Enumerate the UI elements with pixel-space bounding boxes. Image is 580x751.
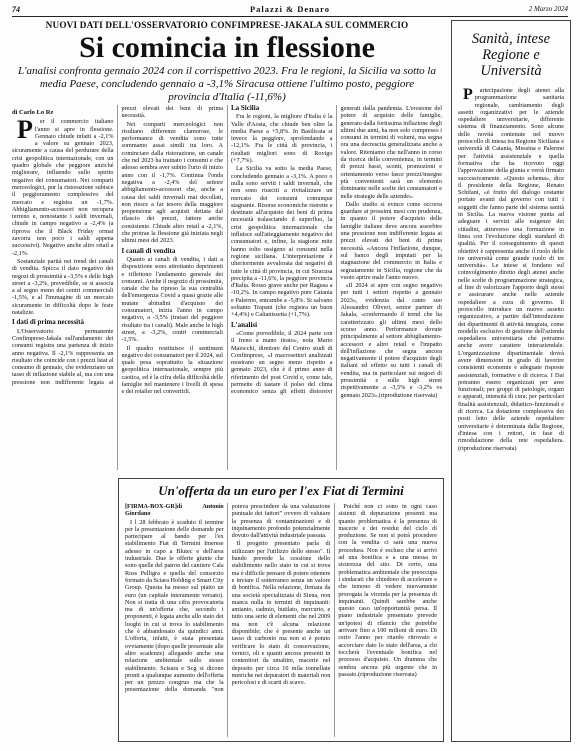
box-headline: Un'offerta da un euro per l'ex Fiat di Termini — [158, 483, 404, 498]
issue-date: 2 Marzo 2024 — [528, 5, 568, 13]
paragraph: P artecipazione degli atenei alla programmazione sanitaria regionale, cambiamento degli assetti organizzativi per le aziende ospedaliere universitarie, differente sistema di finanziamento. Sono alcune delle novità contenute nel nuovo protocollo di intesa tra Regione Siciliana e università di Catania, Messina e Palermo per l'attività assistenziale e quella formativa che ha ricevuto oggi l'approvazione della giunta e verrà firmato successivamente. «Questo schema», dice il presidente della Regione, Renato Schifani, «è frutto del dialogo costante portato avanti dal governo con tutti i soggetti che fanno parte del sistema sanità in Sicilia. La nuova visione punta ad adeguare i servizi alle esigenze dei cittadini, attraverso una formazione in linea con l'evoluzione degli standard di qualità. Per il conseguimento di questi obiettivi è rappresenta anche il ruolo delle tre università come grande ruolo di tre università». Le intese si fondano sul coinvolgimento diretto degli atenei anche nelle scelte di programmazione strategica, al fine di valorizzare l'apporto degli stessi e assicurare anche nelle aziende ospedaliere a cura di governo. Il protocollo introduce un nuovo assetto organizzativo, a partire dall'introduzione dei dipartimenti di attività integrata, come modello esclusivo di gestione dell'azienda ospedaliera universitaria che potranno anche avere carattere interaziendale. L'organizzazione dipartimentale dovrà avere dimensioni in grado di favorire consistenti economie e adeguate risposte assistenziali, formative e di ricerca. I Dai potranno essere organizzati per aree funzionali; per gruppi di patologie, organi e apparati, intensità di cura; per particolari finalità assistenziali, didattico-funzionali e di ricerca. La dotazione complessiva dei posti letto delle aziende ospedaliere universitarie è determinata dalla Regione, d'intesa con i rettori, in fase di rimodulazione della rete ospedaliera. (riproduzione riservata) — [458, 87, 564, 452]
paragraph: Quanto ai canali di vendita, i dati a disposizione sono attrettanto deprimenti e riflettono l'andamento generale dei consumi. Anche il negozio di prossimità, canale che ha ripreso la sua centralità dell'emergenza Covid a quasi grazie alle mutate abitudini d'acquisto dei consumatori, inizia l'anno in campo negativo, a -3,5% (tratasi del peggiore risultato tra i canali). Male anche le high street, a -3,2%, centri commerciali -1,5%. — [121, 255, 223, 344]
paragraph: La Sicilia va sotto la media Paese, concludendo gennaio a -3,1%. A poco o nulla sono serviti i saldi invernali, che non sono riusciti a rivitalizzare un mercato dei consumi comunque stagnante. Risorse economiche ristrette e destinate all'acquisto dei beni di prima necessità tralasciando il superfluo, la crisi geopolitica internazionale che influisce sull'atteggiamento negativo dei consumatori e, infine, la stagione mite hanno tolto ossigeno ai consumi nella regione siciliana. L'interpretazione è ulteriormente avvalorata dai negativi di tutte le città di provincia, in cui Siracusa precipita a -11,6%, la peggiore provincia d'Italia. Rosso grave anche per Ragusa a -10,2%. In campo negativo pure Catania e Palermo, entrambe a -5,8%. Si salvano soltanto Trapani (che registra un buon +4,4%) e Caltanissetta (+1,7%). — [231, 165, 333, 319]
sidebar-body — [452, 87, 570, 687]
subhead: I canali di vendita — [121, 246, 176, 255]
paragraph: Sostanziale parità nei trend dei canali di vendita. Spicca il dato negativo dei negozi di prossimità a -3,5% e delle high street a -3,2%, prevedibile, se si associa a al segno meno dei centri commerciali -1,5%, e al l'immagine di un mercato sicuramente in difficoltà dopo le feste natalizie. — [12, 257, 114, 317]
lead-article-header — [12, 20, 442, 104]
masthead: Palazzi & Denaro — [249, 4, 331, 14]
boxed-article — [118, 478, 444, 742]
byline: di Carlo Lo Re — [12, 109, 54, 116]
kicker: NUOVI DATI DELL'OSSERVATORIO CONFIMPRESE-JAKALA SUL COMMERCIO — [45, 20, 409, 30]
drop-cap: P — [17, 115, 33, 145]
headline: Si comincia in flessione — [79, 31, 375, 64]
box-body — [125, 503, 437, 737]
page-header — [12, 4, 568, 17]
subhead: I dati di prima necessità — [12, 318, 84, 327]
paragraph: Fra le regioni, la migliore d'Italia è la Valle d'Aosta, che chiude ben oltre la media Paese a +5,8%. In Basilicata si invece la peggiore, sprofondando a -12,1%. Fra le città di provincia, i risultati migliori sono di Rovigo (+7,7%). — [231, 113, 333, 165]
page-number: 74 — [12, 5, 20, 14]
paragraph: Il progetto presentato parla di utilizzare per l'utilizzo dello stesso". Il bando prevede la cessione dello stabilimento nello stato in cui si trova ma è difficile pensare di potere ottenere e inviare il sotterraneo senza un valore di bonifica. Nella relazione, firmata da una società specializzata di Siena, non manca nulla in termini di inquinanti: amianto, cadmio, butilato, mercurio, e tutto una serie di elementi che nel 2009 ma non c'è alcuna relazione disponibile; che è presente anche un tasso di carbonio ma non si è potuto verificare lo stato di conservazione, vernici, oli e quanti ancora presenti in contenitori da smaltire, macerie nel deposito per circa 10 mila tonnellate metriche nei depuratori di materiali non pericolosi e di scarti di scavo. — [231, 540, 331, 687]
paragraph: L'Osservatorio permanente Confimprese-Jakala sull'andamento dei consumi registra una partenza di inizio anno negativa. Il -2,1% rappresenta un risultato che coincide con i prezzi lstat al consumo di gennaio, che evidenziano un tasso di inflazione stabile al, ma con una pressione non indifferente legata ai prezzi elevati dei beni di prima necessità. — [12, 105, 223, 386]
paragraph: «Il 2024 si apre con segno negativo per tutti i settori rispetto a gennaio 2023», evidenzia dal canto suo Alessandro Oliveri, senior partner di Jakala, «confermando il trend che ha caratterizzato gli ultimi mesi dello scorso anno. Performance dovute principalmente al settore abbigliamento-accessori e altro retail e l'impatto dell'inflazione che segna ancora negativamente il potere d'acquisto degli italiani ed effetto su tutti i canali di vendita, ma in particolare sui negozi di prossimità e sulle high street rispettivamente a -3,5% e -3,2% vs gennaio 2023».(riproduzione riservata) — [340, 282, 442, 399]
paragraph: «Come prevedibile, il 2024 parte con il freno a mano tirato», nota Mario Maiocchi, direttore del Centro studi di Confimprese, «I macrosettori analizzati mostrano un segno meno rispetto a gennaio 2023, che è il primo anno di riferimento del post Covid e, come tale, permette di tastare il polso del clima economico senza gli effetti distorsivi generati dalla pandemia. L'erosione del potere di acquisto delle famiglie, generato dalla fortissima inflazione degli ultimi due anni, ha non solo compresso i consumi in termini di volumi, ma segna ora una decrescita generalizzata anche a valore. Riteniamo che nell'anno in corso da ricerca della convenienza, in termini di prezzi bassi, sconti, promozioni e orientamento verso fasce prezzi/insegne più convenienti sarà un elemento dominante nelle scelte dei consumatori e nelle strategie delle aziende». — [231, 105, 442, 396]
subhead: La Sicilia — [231, 105, 260, 112]
paragraph: Dallo studio si evince come occorra guardare ai prossimi mesi con prudenza, in quanto il potere d'acquisto delle famiglie italiane deve ancora assorbire una pressione non indifferente legata ai prezzi elevati dei beni di prima necessità. «Ancora l'inflazione, dunque, sul banco degli imputati per la stagnazione del commercio in Italia e segnatamente in Sicilia, regione che da vuoto aprire male l'anno nuovo. — [340, 200, 442, 281]
sidebar-headline: Sanità, intese Regione e Università — [471, 31, 551, 79]
paragraph: P er il commercio italiano l'anno si apre in flessione. Gennaio chiude infatti a -2,1% a valore su gennaio 2023, sicuramente a causa del perdurare della crisi geopolitica internazionale, con un quadro globale che peggiore anziché migliorare, influendo sullo spirito negativo dei consumatori. Nei comparti merceologici, pur la ristorazione subisce il peggioramento complessivo del mercato e registra un -1,7%. Abbigliamento-accessori non recupera terreno e, nonostante i saldi invernali, chiude in campo negativo a -2,4% (a riprova che il Black Friday ormai zavorra non poco i saldi appena successivi). Negativo anche altro retail a -2,1%. — [12, 115, 114, 257]
paragraph: Il quadro restituisce il sentiment negativo dei consumatori per il 2024, sul quale pesa soprattutto la situazione geopolitica internazionale, sempre più caotica, ed è la cifra della difficoltà delle famiglie nel mantenere i livelli di spesa e dei retailer nel convertirli. — [121, 344, 223, 396]
box-byline: [FIRMA-BOX-GR]di Antonio Giordano — [125, 503, 224, 518]
drop-cap: P — [463, 87, 473, 103]
sidebar-article — [451, 20, 571, 742]
paragraph: Nei comparti merceologici non risultano differenze clamorose, le performance di vendita sono tutte sommamo assai simili tra loro. A cominciare dalla ristorazione, un canale che nel 2023 ha trainato i consumi e che adesso sembra aver subito l'urto di inizio anno con il -1,7%. Continua l'onda negativa a -2,4% del settore abbigliamento-accessori che, anche a causa dei saldi invernali mai decollati, non riesce a far tesoro della maggiore propensione agli acquisti dettata dal rilascio dei prezzi, fattore anche consistente. Chiude altro retail a -2,1%, che protrae la flessione già iniziata negli ultimi mesi del 2023. — [121, 120, 223, 245]
deck: L'analisi confronta gennaio 2024 con il corrispettivo 2023. Fra le regioni, la Sicilia va sotto la media Paese, concludendo gennaio a -3,1% Siracusa ottiene l'ultimo posto, peggiore provincia d'Italia (-11,6%) — [18, 65, 436, 103]
subhead: L'analisi — [231, 320, 258, 329]
paragraph: I l 28 febbraio è scaduto il termine per la presentazione delle domande per partecipare al bando per l'ex stabilimento Fiat di Termini Imerese adesso in capo a Blutec e dell'area industriale. Due le offerte giunte che sono quelle del patron del cantiere Cala Ross Pelligra e quella del consorzio formato da Sciara Holding e Smart City Group. Questa ha messo sul piatto un euro (un capitale interamente versato). Non si tratta di una cifra provocatoria ma di un'offerta che, secondo i proponenti, è legata anche allo stato dei luoghi in cui si trova lo stabilimento che è abbandonato da quindici anni. L'offerta, infatti, è stata presentata ovviamente (dopo quelle presentate alle altre scadenze) allegando anche una relazione ambientale sullo stesso stabilimento. Scisara e Scg si dicono pronti a qualunque aumento dell'offerta per un prezzo congruo ma che la presentazione della domanda "non poteva prescindere da una valutazione puntuale dei fattori" ovvero di valutare la presenza di contaminazioni e di inquinamento profondo potenzialmente dovuto dall'attività industriale passata. — [125, 503, 331, 694]
lead-article-body — [12, 105, 442, 470]
paragraph: Poiché non ci sono in ogni caso sistemi di depurazione presenti ma quanto problematica è la presenza di macerie e dei residui del ciclo di produzione. Se non si potrà procedere con la vendita ci sarà una nuova procedura. Non è escluso che si arrivi ad una bonifica e a una messa in sicurezza del sito. Di certo, una problematica ambientale che preoccupa i sindacati che chiedono di accelerare e che temono di vedere nuovamente prorogata la vicenda per la presenza di inquinanti. Quindi sarebbe anche questo caso un'opportunità persa. Il piano industriale presentato prevede un'ipotesi di rilancio che potrebbe arrivare fino a 100 milioni di euro. Di certo l'anno per ritardo ritrovato e accorciare dato lo stato dell'area, a chi toccherà l'eventuale bonifica nel processo d'acquisto. Un dramma che sembra ancora più urgente che in passato.(riproduzione riservata) — [338, 503, 437, 678]
